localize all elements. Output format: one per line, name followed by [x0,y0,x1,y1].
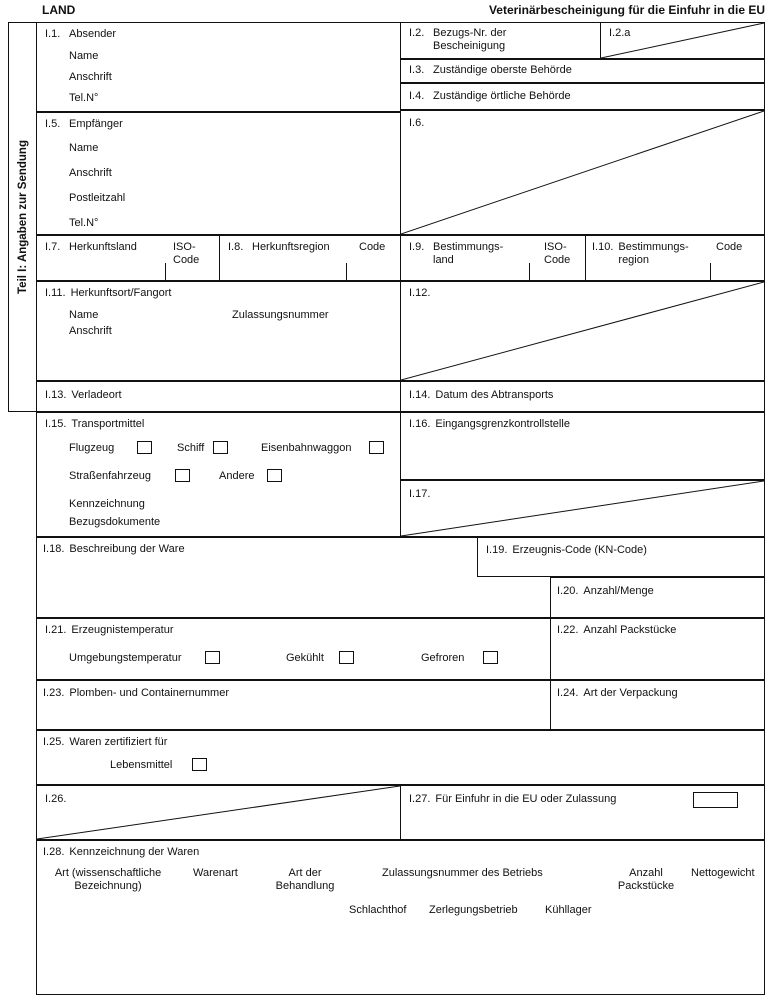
field-label: Zuständige oberste Behörde [433,64,572,76]
field-i5-empfaenger[interactable] [36,112,401,235]
check-label-lebensmittel: Lebensmittel [110,759,173,771]
gefroren-checkbox[interactable] [483,651,498,664]
field-i2-bezugsnr[interactable] [400,22,601,59]
field-i17 [400,480,765,537]
field-number: I.8. [228,241,244,253]
field-number: I.6. [409,117,425,129]
diagonal-strikeout-line [401,481,764,536]
field-label: Bestimmungs- [433,241,504,253]
column-header-art: Art (wissenschaftliche Bezeichnung) [54,867,162,892]
field-i13-verladeort[interactable] [36,381,401,412]
check-label-eisenbahnwaggon: Eisenbahnwaggon [261,442,352,454]
sub-label-name: Name [69,142,99,154]
field-number: I.2.a [609,27,631,39]
einfuhr-entry-box[interactable] [693,792,738,808]
check-label-strassenfahrzeug: Straßenfahrzeug [69,470,151,482]
field-i2a [600,22,765,59]
sub-label-anschrift: Anschrift [69,325,112,337]
field-label: Erzeugnis-Code (KN-Code) [512,544,647,556]
gekuehlt-checkbox[interactable] [339,651,354,664]
field-i27-einfuhr-zulassung[interactable] [400,785,765,840]
sub-label-zulassungsnummer: Zulassungsnummer [232,309,329,321]
field-label: Herkunftsregion [252,241,330,253]
field-i28-kennzeichnung-waren[interactable] [36,840,765,995]
field-i3-oberste-behoerde[interactable] [400,59,765,83]
field-number: I.2. [409,27,425,39]
field-number: I.20. [557,585,579,597]
field-i19-erzeugnis-code[interactable] [477,537,765,577]
field-i7-herkunftsland[interactable] [36,235,220,281]
sub-label-anschrift: Anschrift [69,167,112,179]
sub-label-name: Name [69,309,99,321]
field-i9-bestimmungsland[interactable] [400,235,586,281]
diagonal-strikeout-line [401,111,764,234]
field-i12 [400,281,765,381]
column-header-behandlung: Art der Behandlung [275,867,335,892]
page-title: Veterinärbescheinigung für die Einfuhr in die EU [488,3,765,17]
field-label: Waren zertifiziert für [69,736,168,748]
field-number: I.17. [409,488,431,500]
field-number: I.23. [43,687,65,699]
code-label: Code [359,241,386,253]
column-header-warenart: Warenart [193,867,238,879]
sub-label-tel: Tel.N° [69,92,99,104]
field-label: Anzahl Packstücke [583,624,677,636]
code-label: Code [173,254,200,266]
check-label-gekuehlt: Gekühlt [286,652,324,664]
field-number: I.27. [409,793,431,805]
field-i16-grenzkontrollstelle[interactable] [400,412,765,480]
field-i6 [400,110,765,235]
diagonal-strikeout-line [37,786,400,839]
field-number: I.5. [45,118,61,130]
code-label: Code [716,241,743,253]
field-number: I.12. [409,287,431,299]
field-number: I.10. [592,241,614,253]
field-label: Bezugs-Nr. der Bescheinigung [433,27,507,52]
field-number: I.25. [43,736,65,748]
field-i22-anzahl-packstuecke[interactable] [550,618,765,680]
sub-label-bezugsdokumente: Bezugsdokumente [69,516,161,528]
code-label: ISO- [544,241,567,253]
field-label: Kennzeichnung der Waren [69,846,200,858]
part-i-sidebar [8,22,37,412]
country-label: LAND [42,3,76,17]
lebensmittel-checkbox[interactable] [192,758,207,771]
column-header-zulassungsnummer: Zulassungsnummer des Betriebs [382,867,543,879]
sub-label-anschrift: Anschrift [69,71,112,83]
field-label: Herkunftsland [69,241,137,253]
field-label: Empfänger [69,118,123,130]
diagonal-strikeout-line [401,282,764,380]
check-label-flugzeug: Flugzeug [69,442,115,454]
field-number: I.13. [45,389,67,401]
field-i11-herkunftsort[interactable] [36,281,401,381]
field-label: land [433,254,454,266]
sub-label-postleitzahl: Postleitzahl [69,192,126,204]
field-label: Absender [69,28,117,40]
field-number: I.21. [45,624,67,636]
code-divider-tick [529,263,530,280]
sub-label-tel: Tel.N° [69,217,99,229]
field-number: I.14. [409,389,431,401]
field-label: Eingangsgrenzkontrollstelle [435,418,570,430]
field-i25-waren-zertifiziert[interactable] [36,730,765,785]
code-divider-tick [346,263,347,280]
field-i10-bestimmungsregion[interactable] [585,235,765,281]
field-i1-absender[interactable] [36,22,401,112]
field-label: region [618,254,649,266]
field-label: Beschreibung der Ware [69,543,185,555]
field-number: I.24. [557,687,579,699]
field-i23-plomben-container[interactable] [36,680,551,730]
field-label: Für Einfuhr in die EU oder Zulassung [435,793,617,805]
andere-checkbox[interactable] [267,469,282,482]
field-i24-art-verpackung[interactable] [550,680,765,730]
field-i14-datum-abtransport[interactable] [400,381,765,412]
field-label: Erzeugnistemperatur [71,624,174,636]
field-number: I.7. [45,241,61,253]
field-i8-herkunftsregion[interactable] [219,235,401,281]
field-number: I.18. [43,543,65,555]
field-label: Plomben- und Containernummer [69,687,229,699]
check-label-schiff: Schiff [177,442,205,454]
field-label: Anzahl/Menge [583,585,654,597]
part-i-label: Teil I: Angaben zur Sendung [16,140,29,294]
eisenbahnwaggon-checkbox[interactable] [369,441,384,454]
field-i15-transportmittel[interactable] [36,412,401,537]
field-number: I.4. [409,90,425,102]
field-label: Herkunftsort/Fangort [70,287,172,299]
sub-header-zerlegungsbetrieb: Zerlegungsbetrieb [429,904,518,916]
field-i21-erzeugnistemperatur[interactable] [36,618,551,680]
field-number: I.28. [43,846,65,858]
sub-header-kuehllager: Kühllager [545,904,592,916]
flugzeug-checkbox[interactable] [137,441,152,454]
sub-header-schlachthof: Schlachthof [349,904,407,916]
schiff-checkbox[interactable] [213,441,228,454]
column-header-nettogewicht: Nettogewicht [691,867,755,879]
field-label: Datum des Abtransports [435,389,554,401]
check-label-umgebungstemperatur: Umgebungstemperatur [69,652,182,664]
field-number: I.19. [486,544,508,556]
field-i26 [36,785,401,840]
check-label-gefroren: Gefroren [421,652,465,664]
field-label: Transportmittel [71,418,145,430]
check-label-andere: Andere [219,470,255,482]
field-number: I.1. [45,28,61,40]
sub-label-name: Name [69,50,99,62]
field-label: Bestimmungs- [618,241,689,253]
field-number: I.26. [45,793,67,805]
code-divider-tick [710,263,711,280]
column-header-anzahl-packstuecke: Anzahl Packstücke [617,867,675,892]
field-number: I.22. [557,624,579,636]
field-label: Art der Verpackung [583,687,678,699]
field-label: Verladeort [71,389,122,401]
field-i20-anzahl-menge[interactable] [550,577,765,618]
umgebungstemperatur-checkbox[interactable] [205,651,220,664]
field-i4-oertliche-behoerde[interactable] [400,83,765,110]
code-divider-tick [165,263,166,280]
field-number: I.11. [45,287,66,299]
field-number: I.3. [409,64,425,76]
field-number: I.16. [409,418,431,430]
strassenfahrzeug-checkbox[interactable] [175,469,190,482]
code-label: Code [544,254,571,266]
field-number: I.9. [409,241,425,253]
field-label: Zuständige örtliche Behörde [433,90,571,102]
sub-label-kennzeichnung: Kennzeichnung [69,498,145,510]
field-number: I.15. [45,418,67,430]
code-label: ISO- [173,241,196,253]
